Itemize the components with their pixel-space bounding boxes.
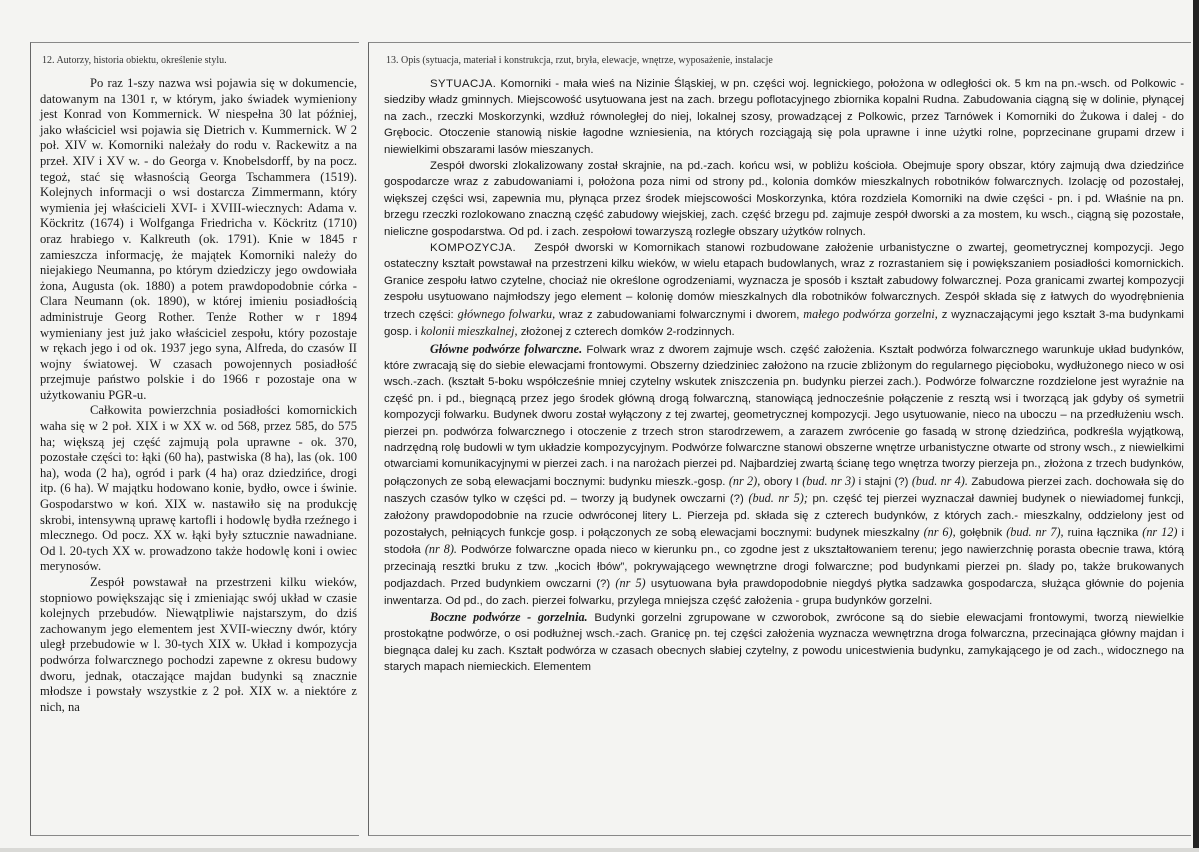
glowne-text-i: Podwórze folwarczne opada nieco w kierunku pn., co zgodne jest z ukształtowaniem terenu; jego nawierzchnię porasta obecnie trawa, którą przecinają resztki bruku z tzw. „kocich łbów”, pokrywającego wewnętrzne drogi folwarczne; pod budynkami pierzei pn. ślady po, także brukowanych podjazdach. Przed budynkiem owczarni (?) [384, 544, 1184, 591]
glowne-text-e: pn. część tej pierzei wyznaczał dawniej budynek o niewiadomej funkcji, założony prawdopodobnie na rzucie odwróconej litery L. Pierzeja pd. składa się z czterech budynków, z których zach.- mieszkalny, oddzielony jest od pozostałych, pełniących funkcje gosp. i połączonych ze sobą elewacjami bocznymi: budynek mieszkalny [384, 493, 1185, 539]
glowne-text-f: gołębnik [959, 526, 1003, 539]
glowne-heading: Główne podwórze folwarczne. [430, 341, 583, 356]
glowne-ref-7: (nr 12) [1142, 524, 1178, 539]
boczne-heading: Boczne podwórze - gorzelnia. [430, 610, 588, 624]
scan-edge-right [1193, 0, 1199, 852]
glowne-ref-5: (nr 6), [923, 524, 956, 539]
kompozycja-term-2: małego podwórza gorzelni, [803, 306, 938, 321]
boczne-paragraph [384, 609, 1184, 676]
glowne-text-h: i stodoła [384, 526, 1184, 557]
description-column [384, 76, 1184, 676]
kompozycja-text-a: Zespół dworski w Komornikach stanowi rozbudowane założenie urbanistyczne o zwartej, geometrycznej kompozycji. Jego ostateczny kształt powstawał na przestrzeni kilku wieków, w wielu etapach budowlanych, wraz z rozrastaniem się i powiększaniem posiadłości komornickich. Granice zespołu łatwo czytelne, chociaż nie określone ogrodzeniami, wyznacza je sposób i kształt zabudowy folwarcznej. Poza granicami zwartej kompozycji zespołu usytuowano najmłodszy jego element – kolonię domów mieszkalnych dla robotników folwarcznych. Zespół składa się z łatwych do wyodrębnienia trzech części: [384, 242, 1185, 321]
glowne-text-c: i stajni (?) [858, 475, 909, 488]
right-column-header: 13. Opis (sytuacja, materiał i konstrukcja, rzut, bryła, elewacje, wnętrze, wyposażenie, instalacje [386, 55, 773, 66]
history-paragraph-3: Zespół powstawał na przestrzeni kilku wieków, stopniowo powiększając się i zmieniając swój układ w czasie kolejnych przebudów. Niewątpliwie najstarszym, do dziś zachowanym jego elementem jest XVII-wieczny dwór, który uległ przebudowie w l. 30-tych XIX w. Układ i kompozycja podwórza folwarcznego pochodzi zapewne z okresu budowy dworu, jednak, otaczające majdan budynki są znacznie młodsze i powstały wszystkie z 2 poł. XIX w. a niektóre z nich, na [40, 575, 357, 714]
kompozycja-term-1: głównego folwarku, [457, 306, 556, 321]
kompozycja-text-b: wraz z zabudowaniami folwarcznymi i dworem, [559, 308, 800, 321]
history-column [40, 76, 357, 715]
sytuacja-paragraph-1 [384, 76, 1184, 158]
glowne-text-d: Zabudowa pierzei zach. dochowała się do naszych czasów tylko w części pd. – tworzy ją budynek owczarni (?) [384, 475, 1185, 506]
glowne-text-g: ruina łącznika [1067, 526, 1139, 539]
glowne-ref-8: (nr 8). [424, 542, 457, 557]
glowne-text-b: obory I [763, 475, 799, 488]
glowne-text-j: usytuowana była prawdopodobnie niegdyś płytka sadzawka gospodarcza, służąca głównie do pojenia inwentarza. Od pd., do zach. pierzei folwarku, przylega mniejsza część założenia - grupa budynków gorzelni. [384, 578, 1185, 607]
glowne-ref-4: (bud. nr 5); [748, 491, 808, 506]
scan-edge-bottom [0, 848, 1199, 852]
left-column-header: 12. Autorzy, historia obiektu, określenie stylu. [42, 55, 227, 66]
boczne-text: Budynki gorzelni zgrupowane w czworobok, zwrócone są do siebie elewacjami frontowymi, tworzą niewielkie prostokątne podwórze, o osi podłużnej wsch.-zach. Granicę pn. tej części założenia wyznacza wewnętrzna droga folwarczna, przecinająca główny majdan i biegnąca dalej ku zach. Kształt podwórza w czasach obecnych słabiej czytelny, z powodu unicestwienia budynku, zamykającego je od zach., widocznego na starych mapach niemieckich. Elementem [384, 612, 1185, 674]
glowne-ref-1: (nr 2), [728, 473, 761, 488]
glowne-text-a: Folwark wraz z dworem zajmuje wsch. część założenia. Kształt podwórza folwarcznego warunkuje układ budynków, które zwracają się do siebie elewacjami frontowymi. Obszerny dziedziniec założono na rzucie zbliżonym do regularnego pięcioboku, wydłużonego nieco w osi wsch.-zach. (kształt 5-boku współcześnie mniej czytelny wskutek zniszczenia pn. budynku pierzei zach.). Podwórze folwarczne rozdzielone jest wyraźnie na część pn. i pd., biegnącą przez jego środek główną drogą folwarczną, stanowiącą jednocześnie połączenie z resztą wsi i tworzącą jak gdyby oś symetrii kompozycji folwarku. Budynek dworu został wyłączony z tej zwartej, geometrycznej kompozycji. Jego usytuowanie, nieco na uboczu – na przedłużeniu wsch. pierzei pn. podwórza folwarcznego i otoczenie z trzech stron starodrzewem, a zarazem zwrócenie go fasadą w stronę dziedzińca, podkreśla wyjątkową, nadrzędną rolę budowli w tym układzie kompozycyjnym. Podwórze folwarczne stanowi obszerne wnętrze urbanistyczne otwarte od strony wsch., z niewielkimi otwarciami komunikacyjnymi w pierzei zach. i na narożach pierzei pd. Najbardziej zwartą ścianę tego wnętrza tworzy pierzeja pn., złożona z trzech budynków, połączonych ze sobą elewacjami bocznymi: budynku mieszk.-gosp. [384, 343, 1184, 488]
kompozycja-heading: KOMPOZYCJA. [430, 242, 517, 255]
sytuacja-heading: SYTUACJA. [430, 78, 497, 90]
glowne-ref-3: (bud. nr 4). [911, 473, 968, 488]
kompozycja-term-3: kolonii mieszkalnej, [420, 324, 518, 339]
glowne-ref-6: (bud. nr 7), [1006, 524, 1064, 539]
glowne-ref-9: (nr 5) [615, 576, 646, 591]
glowne-paragraph [384, 341, 1184, 610]
sytuacja-text-1: Komorniki - mała wieś na Nizinie Śląskiej, w pn. części woj. legnickiego, położona w odległości ok. 5 km na pn.-wsch. od Polkowic - siedziby władz gminnych. Miejscowość usytuowana jest na zach. brzegu poflotacyjnego zbiornika kopalni Rudna. Zabudowania ciągną się w dolinie, płynącej na zach., rzeczki Moskorzynki, wzdłuż równoległej do niej, lokalnej szosy, prowadzącej z Polkowic, przez Tarnówek i Komorniki do Żukowa i dalej - do Grębocic. Otoczenie stanowią niskie łagodne wzniesienia, na których rozciągają się pola uprawne i inne użytki rolne, poprzecinane grupami drzew i niewielkimi obszarami lasów mieszanych. [384, 78, 1184, 156]
kompozycja-text-d: złożonej z czterech domków 2-rodzinnych. [520, 326, 735, 339]
sytuacja-paragraph-2: Zespół dworski zlokalizowany został skrajnie, na pd.-zach. końcu wsi, w pobliżu kościoła. Obejmuje spory obszar, który zajmują dwa dziedzińce gospodarcze wraz z zabudowaniami i, położona poza nimi od strony pd., kolonia domków mieszkalnych robotników folwarcznych. Izolację od pozostałej, większej części wsi, zapewnia mu, płynąca przez środek miejscowości Moskorzynka, która rozdziela Komorniki na dwie części - pn. i pd. Właśnie na pn. brzegu rzeczki rozlokowano znaczną część zabudowy wiejskiej, zach. część brzegu pd. zajmuje zespół dworski a za mostem, ku wsch., ciągną się pozostałe, nieliczne gospodarstwa. Od pd. i zach. zespołowi towarzyszą rozległe obszary użytków rolnych. [384, 160, 1184, 238]
glowne-ref-2: (bud. nr 3) [802, 473, 856, 488]
history-paragraph-2: Całkowita powierzchnia posiadłości komornickich waha się w 2 poł. XIX i w XX w. od 568, przez 585, do 575 ha; większą jej część zajmują pola uprawne - ok. 370, pozostałe części to: łąki (60 ha), pastwiska (8 ha), las (ok. 100 ha), woda (2 ha), ogród i park (4 ha) oraz dziedzińce, drogi itp. (6 ha). W majątku hodowano konie, bydło, owce i świnie. Gospodarstwo w koń. XIX w. nastawiło się na produkcję skrobi, intensywną uprawę kartofli i hodowlę bydła rzeźnego i mlecznego. Od pocz. XX w. łąki były sztucznie nawadniane. Od l. 20-tych XX w. prowadzono także hodowlę koni i owiec merynosów. [40, 403, 357, 574]
kompozycja-paragraph [384, 240, 1184, 340]
history-paragraph-1: Po raz 1-szy nazwa wsi pojawia się w dokumencie, datowanym na 1301 r, w którym, jako świadek wymieniony jest Konrad von Kommernick. W niespełna 30 lat później, jako właściciel wsi pojawia się Dietrich v. Kummernick. W 2 poł. XIV w. Komorniki należały do rodu v. Rackewitz a na przeł. XIV i XV w. - do Georga v. Knobelsdorff, by na pocz. tegoż, stać się własnością Georga Tschammera (1519). Kolejnych informacji o wsi dostarcza Zimmermann, który wymienia jej właścicieli XVI- i XVIII-wiecznych: Adama v. Köckritz (1674) i Wolfganga Friedricha v. Köckritz (1710) oraz hrabiego v. Kalkreuth (ok. 1791). Knie w 1845 r zamieszcza informację, że majątek Komorniki należy do niejakiego Neumanna, po którym dziedziczy jego owdowiała żona, Augusta (ok. 1880) a potem prawdopodobnie córka - Clara Neumann (ok. 1890), w której imieniu posiadłością administruje Georg Rother. Tenże Rother w r 1894 wymieniany jest już jako właściciel zespołu, który pozostaje w rękach jego i od ok. 1937 jego syna, Alfreda, do czasów II wojny światowej. W czasach powojennych posiadłość przejmuje państwo polskie i do 1966 r pozostaje ona w użytkowaniu PGR-u. [40, 76, 357, 402]
kompozycja-text-c: z wyznaczającymi jego kształt 3-ma budynkami gosp. i [384, 308, 1184, 339]
